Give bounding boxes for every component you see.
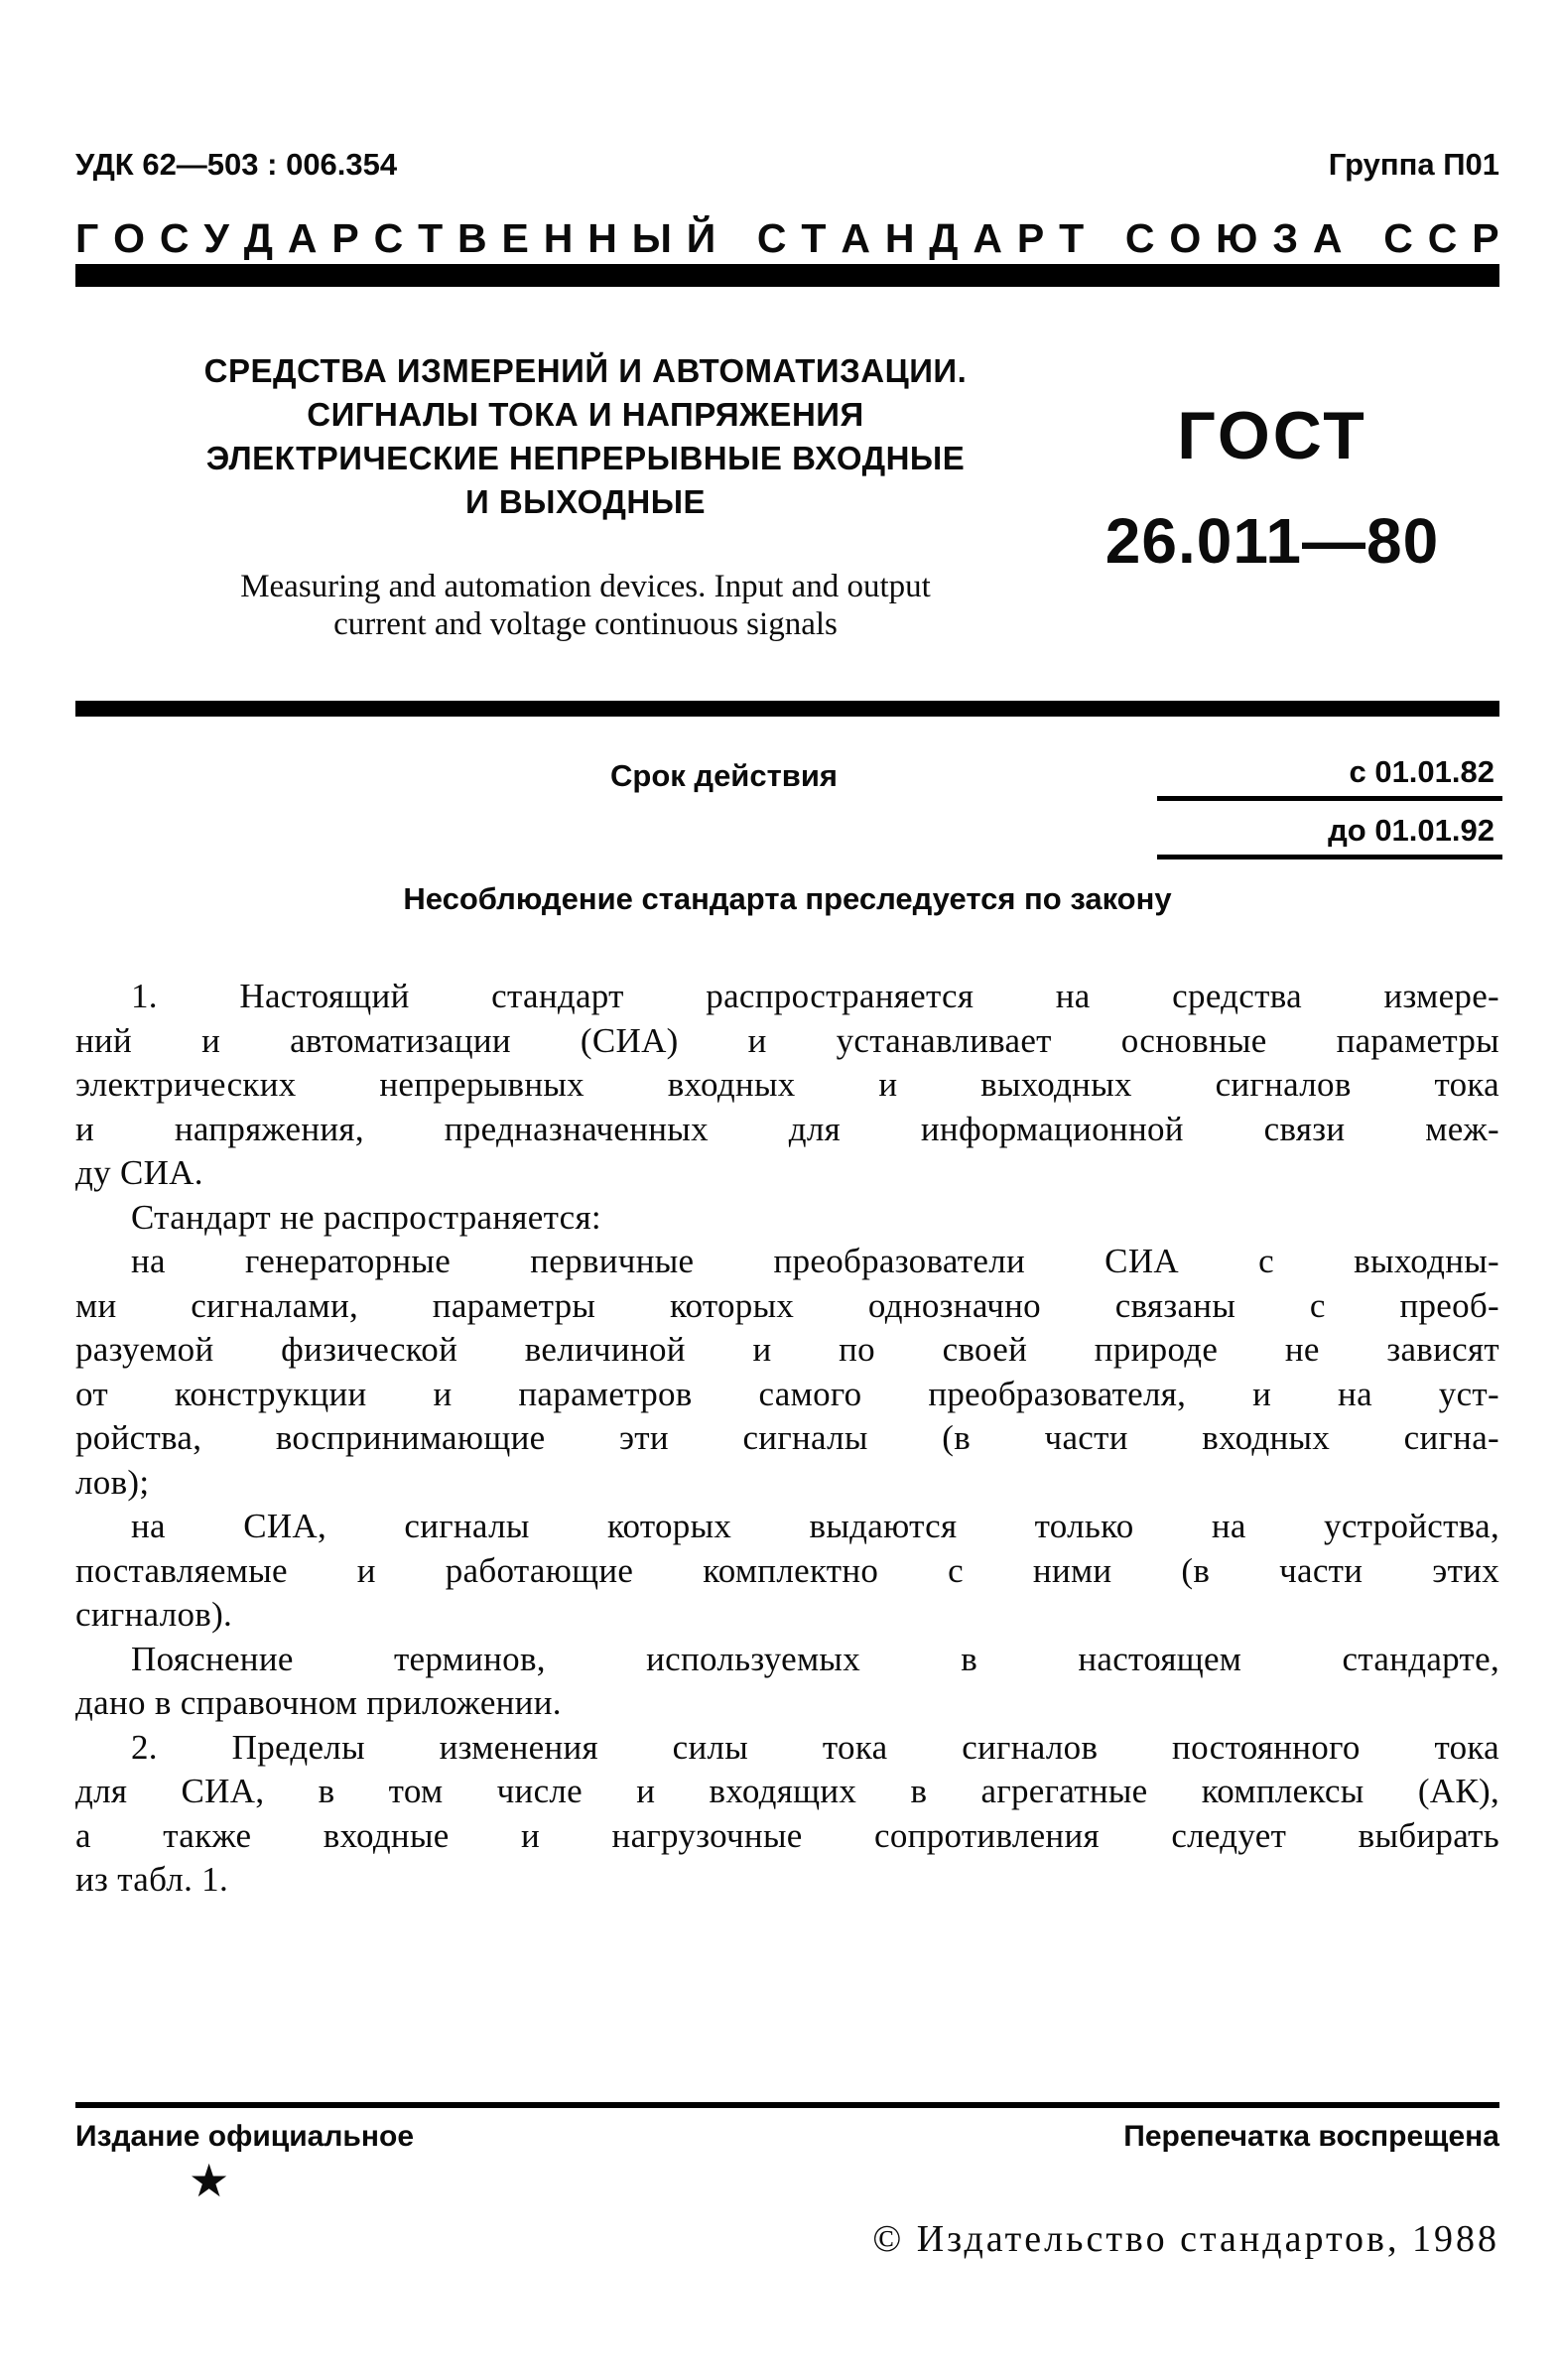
org-header — [75, 216, 1499, 260]
body-text — [75, 975, 1499, 1903]
body-text-line: 1. Настоящий стандарт распространяется на средства измере- — [131, 977, 1499, 1015]
org-header-char: Ю — [1216, 215, 1258, 261]
body-text-line: лов); — [75, 1462, 150, 1502]
standard-title-en — [119, 568, 1052, 643]
org-header-char: А — [287, 215, 318, 261]
reprint-notice-label: Перепечатка воспрещена — [1123, 2120, 1499, 2153]
org-header-char: А — [1312, 215, 1343, 261]
org-header-char: Й — [686, 215, 716, 261]
org-header-char: С — [373, 215, 404, 261]
official-edition-label: Издание официальное — [75, 2120, 415, 2153]
group-code: Группа П01 — [1328, 147, 1499, 182]
body-text-line: разуемой физической величиной и по своей природе не зависят — [75, 1330, 1499, 1369]
validity-label: Срок действия — [610, 758, 838, 793]
body-text-line: для СИА, в том числе и входящих в агрегатные комплексы (АК), — [75, 1772, 1499, 1810]
body-text-line: 2. Пределы изменения силы тока сигналов постоянного тока — [131, 1727, 1499, 1767]
gost-label: ГОСТ — [1177, 398, 1367, 473]
validity-from: с 01.01.82 — [1157, 754, 1502, 801]
title-ru-line: ЭЛЕКТРИЧЕСКИЕ НЕПРЕРЫВНЫЕ ВХОДНЫЕ — [205, 440, 966, 476]
org-header-char: Ы — [631, 215, 672, 261]
divider-bar-top — [75, 264, 1499, 287]
org-header-char: Е — [501, 215, 529, 261]
body-text-line: от конструкции и параметров самого преобразователя, и на уст- — [75, 1374, 1499, 1413]
body-text-line: сигналов). — [75, 1595, 233, 1634]
org-header-char: З — [1272, 215, 1299, 261]
org-header-char: Р — [1472, 215, 1499, 261]
org-header-char: Д — [929, 215, 959, 261]
body-text-line: ду СИА. — [75, 1153, 203, 1192]
org-header-char: С — [159, 215, 190, 261]
title-ru-line: И ВЫХОДНЫЕ — [464, 483, 707, 520]
org-header-char: Р — [331, 215, 359, 261]
org-header-char: Т — [418, 215, 444, 261]
org-header-char: А — [973, 215, 1002, 261]
validity-to: до 01.01.92 — [1157, 813, 1502, 859]
footer-rule — [75, 2102, 1499, 2108]
body-text-line: электрических непрерывных входных и выходных сигналов тока — [75, 1065, 1499, 1104]
title-en-line: current and voltage continuous signals — [333, 606, 838, 642]
title-ru-line: СИГНАЛЫ ТОКА И НАПРЯЖЕНИЯ — [307, 396, 864, 433]
body-text-line: а также входные и нагрузочные сопротивления следует выбирать — [75, 1815, 1499, 1855]
org-header-char: О — [1169, 215, 1202, 261]
org-header-char: Т — [1059, 215, 1085, 261]
body-text-line: из табл. 1. — [75, 1860, 229, 1899]
org-header-char: Р — [1016, 215, 1045, 261]
footer-row — [75, 2120, 1499, 2154]
org-header-char: Г — [75, 215, 99, 261]
title-en-line: Measuring and automation devices. Input and output — [240, 569, 931, 604]
body-text-line: Пояснение терминов, используемых в настоящем стандарте, — [131, 1639, 1499, 1678]
body-text-line: и напряжения, предназначенных для информационной связи меж- — [75, 1109, 1499, 1148]
org-header-char: О — [113, 215, 146, 261]
org-header-char: С — [1427, 215, 1458, 261]
org-header-char: С — [756, 215, 787, 261]
body-text-line: ройства, воспринимающие эти сигналы (в части входных сигна- — [75, 1418, 1499, 1457]
org-header-char: Д — [243, 215, 273, 261]
body-text-line: Стандарт не распространяется: — [131, 1197, 601, 1237]
copyright-line: © Издательство стандартов, 1988 — [872, 2218, 1499, 2260]
org-header-char: С — [1124, 215, 1155, 261]
org-header-char: Н — [884, 215, 915, 261]
org-header-char: У — [203, 215, 229, 261]
law-notice: Несоблюдение стандарта преследуется по закону — [403, 881, 1172, 916]
udk-code: УДК 62—503 : 006.354 — [75, 147, 398, 182]
divider-bar-mid — [75, 701, 1499, 717]
org-header-char: Н — [587, 215, 617, 261]
udk-group-row — [75, 147, 1499, 183]
org-header-char: А — [841, 215, 870, 261]
org-header-char: В — [457, 215, 487, 261]
org-header-char: Н — [543, 215, 574, 261]
validity-dates — [1157, 754, 1502, 871]
body-text-line: ний и автоматизации (СИА) и устанавливает основные параметры — [75, 1020, 1499, 1060]
org-header-char: Т — [801, 215, 827, 261]
body-text-line: поставляемые и работающие комплектно с ними (в части этих — [75, 1550, 1499, 1590]
org-header-char: С — [1383, 215, 1413, 261]
body-text-line: на СИА, сигналы которых выдаются только на устройства, — [131, 1507, 1499, 1545]
body-text-line: на генераторные первичные преобразователи СИА с выходны- — [131, 1242, 1499, 1280]
body-text-line: дано в справочном приложении. — [75, 1683, 562, 1722]
body-text-line: ми сигналами, параметры которых однозначно связаны с преоб- — [75, 1285, 1499, 1325]
title-ru-line: СРЕДСТВА ИЗМЕРЕНИЙ И АВТОМАТИЗАЦИИ. — [203, 352, 968, 389]
official-edition-star-icon: ★ — [189, 2154, 230, 2207]
standard-title-ru — [119, 349, 1052, 524]
gost-number: 26.011—80 — [1104, 505, 1440, 577]
gost-designation — [1089, 398, 1456, 577]
